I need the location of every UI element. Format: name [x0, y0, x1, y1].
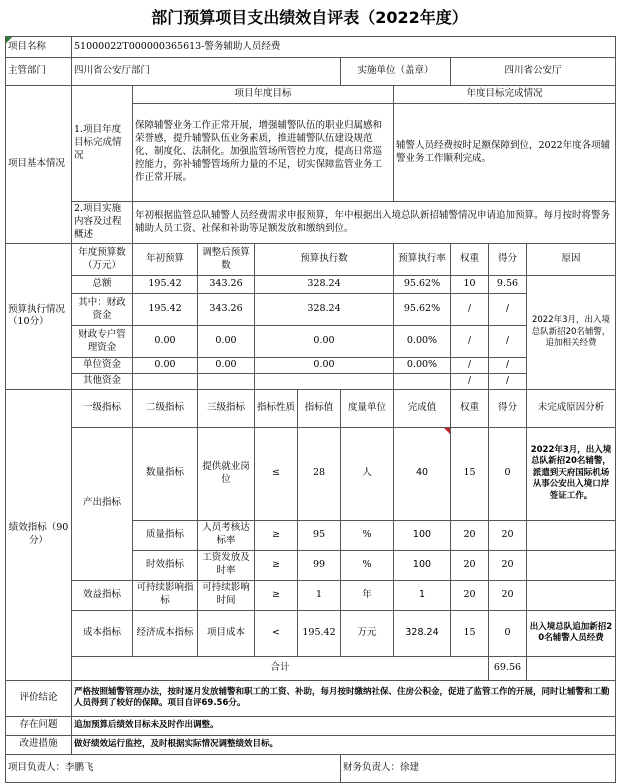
perf-row-unit: %	[341, 520, 394, 550]
perf-row-reason: 出入境总队追加新招20名辅警人员经费	[527, 610, 616, 656]
budget-row-weight: /	[451, 294, 489, 326]
performance-table	[5, 36, 616, 783]
process-text: 年初根据监管总队辅警人员经费需求申报预算，年中根据出入境总队新招辅警情况申请追加预算。每月按时将警务辅助人员工资、社保和补助等足额发放和缴纳到位。	[133, 202, 616, 244]
budget-row-label: 财政专户管理资金	[72, 326, 133, 358]
row-problem	[6, 716, 616, 735]
budget-row	[6, 276, 616, 294]
budget-row-label: 单位资金	[72, 358, 133, 374]
dept-label: 主管部门	[6, 58, 72, 86]
budget-row-initial: 195.42	[133, 294, 198, 326]
perf-l3-header: 三级指标	[198, 389, 255, 427]
project-leader-label: 项目负责人：	[8, 761, 66, 773]
perf-row-weight: 15	[451, 427, 489, 520]
project-leader-cell	[6, 754, 341, 782]
budget-row-weight: /	[451, 326, 489, 358]
initial-budget-header: 年初预算	[133, 244, 198, 276]
budget-row-executed: 328.24	[255, 276, 394, 294]
perf-score-header: 得分	[489, 389, 527, 427]
budget-row-initial: 195.42	[133, 276, 198, 294]
perf-row-value: 99	[298, 550, 341, 580]
row-perf-header	[6, 389, 616, 427]
perf-reason-header: 未完成原因分析	[527, 389, 616, 427]
budget-row-label: 其他资金	[72, 373, 133, 389]
budget-section-label: 预算执行情况（10分）	[6, 244, 72, 390]
perf-row-reason	[527, 580, 616, 610]
finance-leader-cell	[341, 754, 616, 782]
perf-row-score: 20	[489, 580, 527, 610]
budget-row-executed: 0.00	[255, 326, 394, 358]
budget-row-adjusted: 0.00	[198, 326, 255, 358]
perf-row-l2: 经济成本指标	[133, 610, 198, 656]
perf-row-done: 328.24	[394, 610, 451, 656]
budget-row-weight: /	[451, 358, 489, 374]
budget-row-weight: 10	[451, 276, 489, 294]
row-conclusion	[6, 680, 616, 716]
goal-text: 保障辅警业务工作正常开展，增强辅警队伍的职业归属感和荣誉感，提升辅警队伍业务素质，推进辅警队伍建设规范化、制度化、法制化。加强监管场所管控力度，提高日常巡控能力，弥补辅警管场所力量的不足，切实保障监管业务工作正常开展。	[133, 104, 394, 202]
project-leader-name: 李鹏飞	[65, 761, 94, 773]
goal-header: 项目年度目标	[133, 86, 394, 104]
row-goal-header	[6, 86, 616, 104]
perf-row-l2: 数量指标	[133, 427, 198, 520]
perf-row	[6, 427, 616, 520]
budget-row-label: 其中：财政资金	[72, 294, 133, 326]
perf-row-reason	[527, 520, 616, 550]
budget-row-adjusted: 343.26	[198, 294, 255, 326]
perf-row-score: 0	[489, 427, 527, 520]
perf-row-done: 100	[394, 550, 451, 580]
perf-row	[6, 580, 616, 610]
budget-row	[6, 373, 616, 389]
impl-unit-label: 实施单位（盖章）	[341, 58, 451, 86]
budget-row	[6, 358, 616, 374]
problem-label: 存在问题	[6, 716, 72, 735]
budget-row-rate	[394, 373, 451, 389]
exec-rate-header: 预算执行率	[394, 244, 451, 276]
budget-row-initial: 0.00	[133, 326, 198, 358]
perf-done-header: 完成值	[394, 389, 451, 427]
budget-row-rate: 95.62%	[394, 276, 451, 294]
budget-row-executed: 0.00	[255, 358, 394, 374]
budget-row-label: 总额	[72, 276, 133, 294]
perf-row-value: 195.42	[298, 610, 341, 656]
perf-row-l3: 工资发放及时率	[198, 550, 255, 580]
dept-value: 四川省公安厅部门	[72, 58, 341, 86]
perf-row-done: 100	[394, 520, 451, 550]
report-title: 部门预算项目支出绩效自评表（2022年度）	[151, 8, 468, 27]
perf-row-unit: 万元	[341, 610, 394, 656]
perf-row-l1: 效益指标	[72, 580, 133, 610]
budget-score-header: 得分	[489, 244, 527, 276]
budget-row-rate: 0.00%	[394, 358, 451, 374]
perf-row-l2: 时效指标	[133, 550, 198, 580]
perf-row-value: 28	[298, 427, 341, 520]
adjusted-budget-header: 调整后预算数	[198, 244, 255, 276]
budget-row-score: /	[489, 326, 527, 358]
budget-row-score: /	[489, 358, 527, 374]
perf-row-nature: ≥	[255, 550, 298, 580]
budget-row-rate: 95.62%	[394, 294, 451, 326]
perf-row-done: 40	[394, 427, 451, 520]
perf-row-score: 0	[489, 610, 527, 656]
budget-row-adjusted	[198, 373, 255, 389]
process-label: 2.项目实施内容及过程概述	[72, 202, 133, 244]
budget-row-weight: /	[451, 373, 489, 389]
perf-row-nature: ≥	[255, 520, 298, 550]
perf-row-score: 20	[489, 520, 527, 550]
annual-budget-header: 年度预算数（万元）	[72, 244, 133, 276]
budget-row-adjusted: 0.00	[198, 358, 255, 374]
measure-text: 做好绩效运行监控，及时根据实际情况调整绩效目标。	[72, 735, 616, 754]
measure-label: 改进措施	[6, 735, 72, 754]
perf-unit-header: 度量单位	[341, 389, 394, 427]
perf-row-done: 1	[394, 580, 451, 610]
row-process	[6, 202, 616, 244]
perf-row	[6, 610, 616, 656]
basic-info-label: 项目基本情况	[6, 86, 72, 244]
conclusion-text: 严格按照辅警管理办法，按时逐月发放辅警和职工的工资、补助，每月按时缴纳社保、住房公积金，促进了监管工作的开展，同时让辅警和工勤人员得到了较好的保障。项目自评69.56分。	[72, 680, 616, 716]
perf-row-unit: 年	[341, 580, 394, 610]
budget-row-executed: 328.24	[255, 294, 394, 326]
budget-row	[6, 294, 616, 326]
finance-leader-name: 徐建	[400, 761, 420, 773]
completion-header: 年度目标完成情况	[394, 86, 616, 104]
budget-row	[6, 326, 616, 358]
perf-row-unit: %	[341, 550, 394, 580]
budget-weight-header: 权重	[451, 244, 489, 276]
finance-leader-label: 财务负责人：	[343, 761, 401, 773]
perf-value-header: 指标值	[298, 389, 341, 427]
perf-row-l2: 质量指标	[133, 520, 198, 550]
perf-row-unit: 人	[341, 427, 394, 520]
perf-row-l2: 可持续影响指标	[133, 580, 198, 610]
perf-nature-header: 指标性质	[255, 389, 298, 427]
total-label: 合计	[72, 656, 489, 680]
perf-row-nature: ≥	[255, 580, 298, 610]
perf-row-l3: 可持续影响时间	[198, 580, 255, 610]
row-signatures	[6, 754, 616, 782]
conclusion-label: 评价结论	[6, 680, 72, 716]
perf-row-l3: 提供就业岗位	[198, 427, 255, 520]
perf-row-reason: 2022年3月，出入境总队新招20名辅警，派遣到天府国际机场从事公安出入境口岸签证工作。	[527, 427, 616, 520]
perf-row-weight: 20	[451, 520, 489, 550]
perf-row-weight: 20	[451, 550, 489, 580]
perf-row-value: 1	[298, 580, 341, 610]
perf-row-nature: ≤	[255, 427, 298, 520]
perf-row-value: 95	[298, 520, 341, 550]
executed-budget-header: 预算执行数	[255, 244, 394, 276]
perf-section-label: 绩效指标（90分）	[6, 389, 72, 680]
perf-l2-header: 二级指标	[133, 389, 198, 427]
row-budget-header	[6, 244, 616, 276]
row-measure	[6, 735, 616, 754]
row-project-name	[6, 37, 616, 58]
budget-row-initial	[133, 373, 198, 389]
perf-row-weight: 15	[451, 610, 489, 656]
row-department	[6, 58, 616, 86]
total-score: 69.56	[489, 656, 527, 680]
perf-row-nature: <	[255, 610, 298, 656]
perf-weight-header: 权重	[451, 389, 489, 427]
project-name-value: 51000022T000000365613-警务辅助人员经费	[72, 37, 616, 58]
budget-row-rate: 0.00%	[394, 326, 451, 358]
perf-row-weight: 20	[451, 580, 489, 610]
budget-reason-header: 原因	[527, 244, 616, 276]
goal-label: 1.项目年度目标完成情况	[72, 86, 133, 202]
perf-l1-header: 一级指标	[72, 389, 133, 427]
impl-unit-value: 四川省公安厅	[451, 58, 616, 86]
perf-row-l3: 人员考核达标率	[198, 520, 255, 550]
budget-row-score: 9.56	[489, 276, 527, 294]
budget-row-adjusted: 343.26	[198, 276, 255, 294]
budget-row-executed	[255, 373, 394, 389]
perf-row-l1: 成本指标	[72, 610, 133, 656]
completion-text: 辅警人员经费按时足额保障到位，2022年度各项辅警业务工作顺利完成。	[394, 104, 616, 202]
row-total	[6, 656, 616, 680]
perf-row-l3: 项目成本	[198, 610, 255, 656]
total-empty-cell	[527, 656, 616, 680]
budget-row-score: /	[489, 294, 527, 326]
perf-row-reason	[527, 550, 616, 580]
problem-text: 追加预算后绩效目标未及时作出调整。	[72, 716, 616, 735]
budget-row-score: /	[489, 373, 527, 389]
perf-row-score: 20	[489, 550, 527, 580]
project-name-label: 项目名称	[6, 37, 72, 58]
budget-reason-text: 2022年3月，出入境总队新招20名辅警，追加相关经费	[527, 276, 616, 390]
budget-row-initial: 0.00	[133, 358, 198, 374]
output-indicator-label: 产出指标	[72, 427, 133, 580]
